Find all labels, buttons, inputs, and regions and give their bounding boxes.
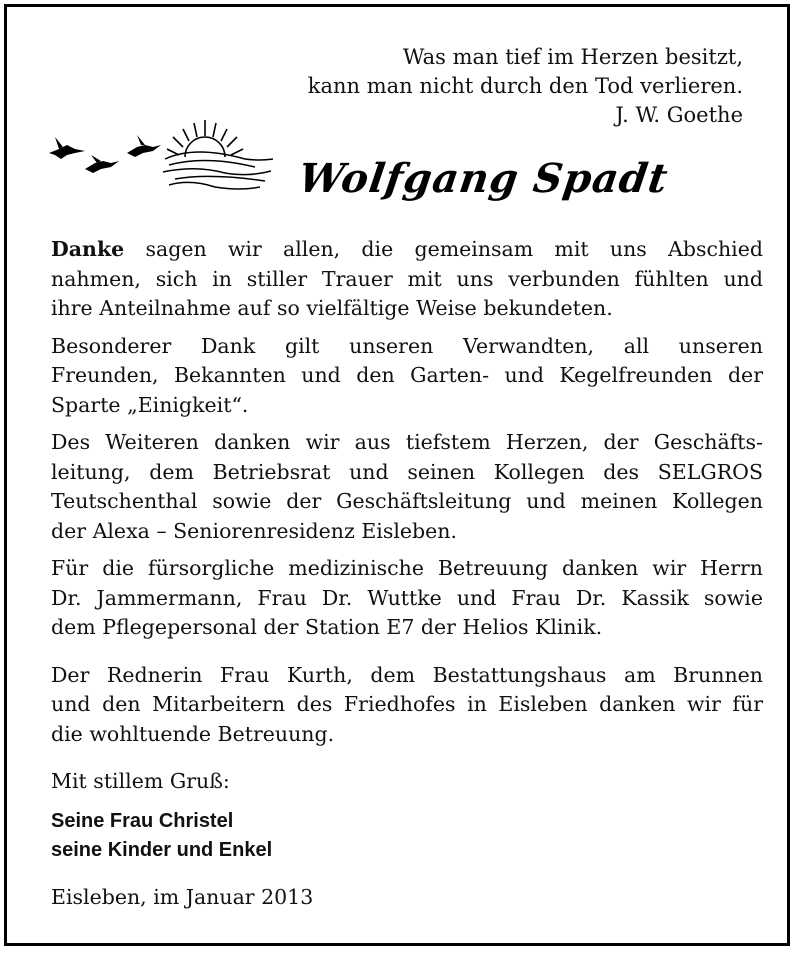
paragraph-5 (51, 661, 763, 750)
deceased-name: Wolfgang Spadt (295, 155, 672, 202)
hills-icon (163, 152, 273, 189)
p4-line2: Dr. Jammermann, Frau Dr. Wuttke und Frau Dr. Kassik sowie (51, 585, 763, 610)
paragraph-3 (51, 428, 763, 546)
notice-frame (4, 4, 790, 946)
p3-line1: Des Weiteren danken wir aus tiefstem Herzen, der Geschäfts- (51, 430, 763, 454)
signature-line-2: seine Kinder und Enkel (51, 838, 273, 861)
quote-line-2: kann man nicht durch den Tod verlieren. (307, 74, 743, 98)
p1-line2: nahmen, sich in stiller Trauer mit uns verbunden fühlten und (51, 266, 763, 291)
p1-line1: sagen wir allen, die gemeinsam mit uns Abschied (145, 237, 763, 261)
p4-line3: dem Pflegepersonal der Station E7 der Helios Klinik. (51, 615, 603, 639)
p3-line2: leitung, dem Betriebsrat und seinen Kollegen des SELGROS (51, 459, 763, 484)
quote-author: J. W. Goethe (615, 103, 743, 127)
paragraph-4 (51, 554, 763, 643)
paragraph-1 (51, 235, 763, 324)
closing-greeting: Mit stillem Gruß: (51, 769, 230, 793)
p2-line2: Freunden, Bekannten und den Garten- und Kegelfreunden der (51, 363, 763, 387)
p5-line3: die wohltuende Betreuung. (51, 721, 335, 746)
goethe-quote (223, 43, 743, 130)
p5-line2: und den Mitarbeitern des Friedhofes in Eisleben danken wir für (51, 692, 763, 716)
p4-line1: Für die fürsorgliche medizinische Betreuung danken wir Herrn (51, 556, 763, 580)
p5-line1: Der Rednerin Frau Kurth, dem Bestattungshaus am Brunnen (51, 662, 763, 687)
p3-line4: der Alexa – Seniorenresidenz Eisleben. (51, 518, 458, 543)
place-date: Eisleben, im Januar 2013 (51, 884, 314, 909)
p2-line1: Besonderer Dank gilt unseren Verwandten, all unseren (51, 333, 763, 358)
p2-line3: Sparte „Einigkeit“. (51, 392, 249, 417)
flying-birds-icon (49, 135, 161, 173)
quote-line-1: Was man tief im Herzen besitzt, (402, 45, 743, 69)
p1-line3: ihre Anteilnahme auf so vielfältige Weise bekundeten. (51, 296, 613, 320)
birds-sunset-icon (45, 115, 275, 195)
thanks-text (51, 235, 763, 912)
paragraph-2 (51, 332, 763, 421)
danke-bold: Danke (51, 237, 125, 261)
p3-line3: Teutschenthal sowie der Geschäftsleitung und meinen Kollegen (51, 489, 763, 513)
signature-line-1: Seine Frau Christel (51, 809, 234, 832)
